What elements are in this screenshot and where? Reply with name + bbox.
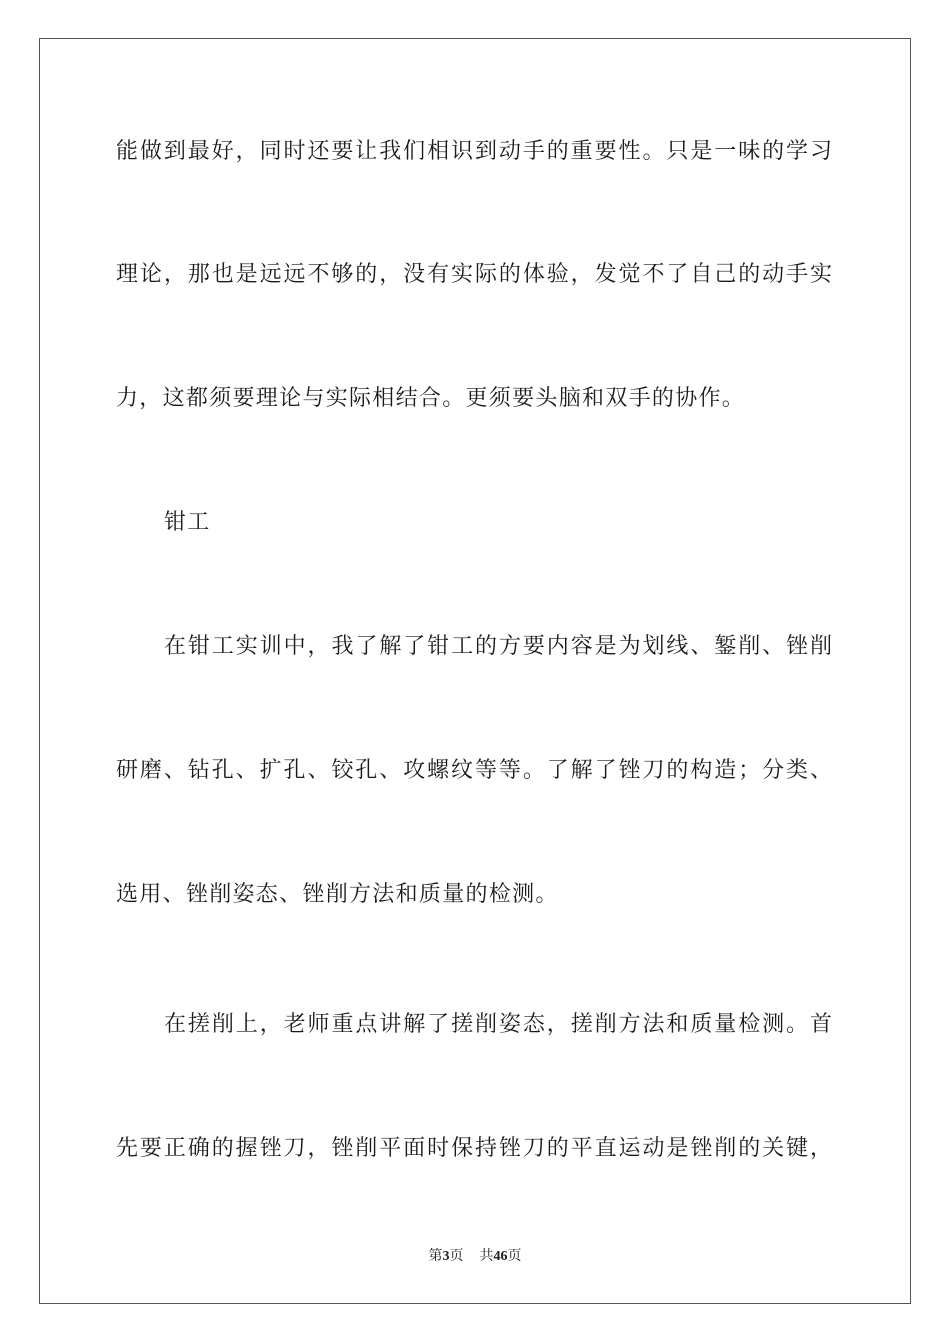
footer-total-pages: 46: [493, 1249, 508, 1264]
body-line-2: 理论，那也是远远不够的，没有实际的体验，发觉不了自己的动手实: [116, 262, 832, 287]
page-border: [39, 38, 911, 1304]
body-line-8: 在搓削上，老师重点讲解了搓削姿态，搓削方法和质量检测。首: [164, 1012, 832, 1037]
body-line-3: 力，这都须要理论与实际相结合。更须要头脑和双手的协作。: [116, 386, 746, 411]
footer-total-prefix: 共: [479, 1249, 494, 1264]
body-line-7: 选用、锉削姿态、锉削方法和质量的检测。: [116, 882, 559, 907]
footer-total-suffix: 页: [507, 1249, 522, 1264]
footer-page-prefix: 第: [428, 1249, 443, 1264]
footer-page-suffix: 页: [449, 1249, 464, 1264]
page-footer: [0, 1248, 950, 1266]
body-line-1: 能做到最好，同时还要让我们相识到动手的重要性。只是一味的学习: [116, 139, 832, 164]
section-heading: 钳工: [164, 510, 211, 535]
body-line-6: 研磨、钻孔、扩孔、铰孔、攻螺纹等等。了解了锉刀的构造；分类、: [116, 758, 832, 783]
body-line-9: 先要正确的握锉刀，锉削平面时保持锉刀的平直运动是锉削的关键，: [116, 1136, 832, 1161]
footer-page-number: 3: [442, 1249, 450, 1264]
body-line-5: 在钳工实训中，我了解了钳工的方要内容是为划线、錾削、锉削: [164, 634, 832, 659]
